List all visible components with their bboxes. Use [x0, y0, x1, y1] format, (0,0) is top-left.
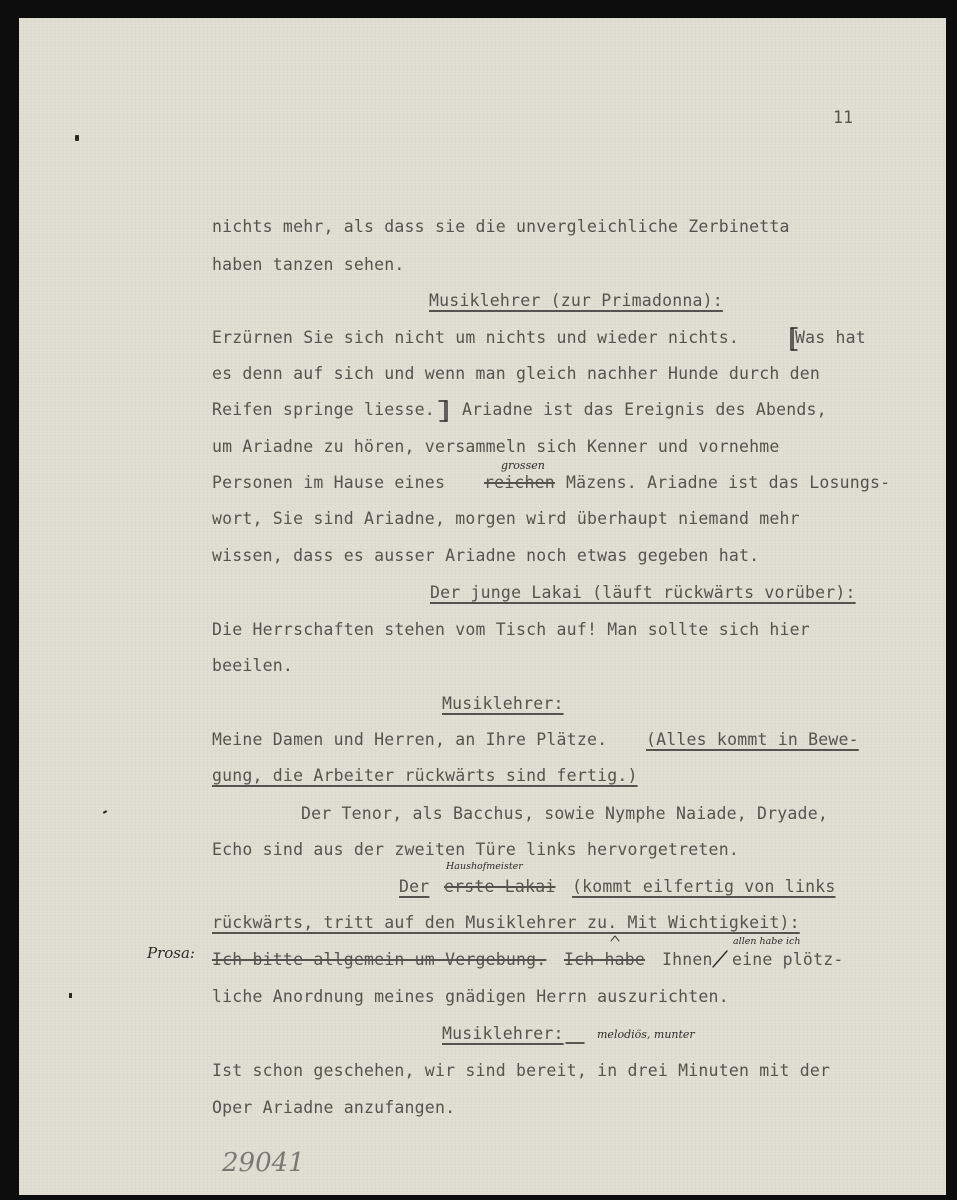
- annotation-grossen: grossen: [501, 459, 545, 472]
- text-line-4: Erzürnen Sie sich nicht um nichts und wieder nichts.: [212, 328, 739, 347]
- annotation-prosa: Prosa:: [147, 944, 195, 962]
- pen-marks: [19, 18, 946, 1195]
- text-line-15-start: Meine Damen und Herren, an Ihre Plätze.: [212, 730, 608, 749]
- text-line-6-start: Reifen springe liesse.: [212, 400, 435, 419]
- page-number: 11: [833, 108, 854, 127]
- text-line-5: es denn auf sich und wenn man gleich nachher Hunde durch den: [212, 364, 821, 383]
- text-line-10: wissen, dass es ausser Ariadne noch etwas gegeben hat.: [212, 546, 760, 565]
- text-line-8-start: Personen im Hause eines: [212, 473, 446, 492]
- annotation-melodioes: melodiös, munter: [597, 1028, 695, 1041]
- typescript-page: [19, 18, 946, 1195]
- annotation-allen-habe-ich: allen habe ich: [733, 936, 801, 947]
- text-line-7: um Ariadne zu hören, versammeln sich Kenner und vornehme: [212, 437, 780, 456]
- text-ihnen: Ihnen: [662, 950, 713, 969]
- struck-sentence-vergebung: Ich bitte allgemein um Vergebung.: [212, 950, 547, 969]
- archive-number: 29041: [222, 1148, 305, 1178]
- text-line-13: beeilen.: [212, 656, 294, 675]
- margin-mark-middle: [103, 810, 107, 814]
- struck-words-ich-habe: Ich habe: [564, 950, 646, 969]
- annotation-haushofmeister: Haushofmeister: [446, 861, 523, 872]
- margin-mark-top: [75, 135, 79, 141]
- text-line-9: wort, Sie sind Ariadne, morgen wird überhaupt niemand mehr: [212, 509, 800, 528]
- struck-words-erste-lakai: erste Lakai: [444, 877, 556, 896]
- speaker-heading-musiklehrer: Musiklehrer:: [442, 694, 564, 713]
- stage-direction-eilfertig: (kommt eilfertig von links: [572, 877, 836, 896]
- speaker-heading-musiklehrer-primadonna: Musiklehrer (zur Primadonna):: [429, 291, 723, 310]
- struck-word-reichen: reichen: [484, 473, 555, 492]
- margin-mark-bottom: [69, 993, 72, 998]
- stage-direction-alles-kommt: (Alles kommt in Bewe-: [646, 730, 859, 749]
- stage-direction-tenor: Der Tenor, als Bacchus, sowie Nymphe Naiade, Dryade,: [301, 804, 828, 823]
- stage-direction-wichtigkeit: rückwärts, tritt auf den Musiklehrer zu. Mit Wichtigkeit):: [212, 913, 800, 932]
- text-line-4-continued: Was hat: [795, 328, 866, 347]
- speaker-heading-der: Der: [399, 877, 430, 896]
- text-line-2: haben tanzen sehen.: [212, 255, 405, 274]
- text-line-8-end: Mäzens. Ariadne ist das Losungs-: [566, 473, 891, 492]
- speaker-heading-musiklehrer-2: Musiklehrer:: [442, 1024, 564, 1043]
- text-line-1: nichts mehr, als dass sie die unvergleichliche Zerbinetta: [212, 217, 790, 236]
- text-eine-ploetz: eine plötz-: [732, 950, 844, 969]
- speaker-heading-junge-lakai: Der junge Lakai (läuft rückwärts vorüber):: [430, 583, 856, 602]
- text-line-25: Oper Ariadne anzufangen.: [212, 1098, 456, 1117]
- text-line-12: Die Herrschaften stehen vom Tisch auf! Man sollte sich hier: [212, 620, 810, 639]
- stage-direction-echo: Echo sind aus der zweiten Türe links hervorgetreten.: [212, 840, 739, 859]
- text-line-24: Ist schon geschehen, wir sind bereit, in drei Minuten mit der: [212, 1061, 831, 1080]
- text-line-22: liche Anordnung meines gnädigen Herrn auszurichten.: [212, 987, 729, 1006]
- text-line-6-end: Ariadne ist das Ereignis des Abends,: [462, 400, 827, 419]
- stage-direction-arbeiter: gung, die Arbeiter rückwärts sind fertig.): [212, 766, 638, 785]
